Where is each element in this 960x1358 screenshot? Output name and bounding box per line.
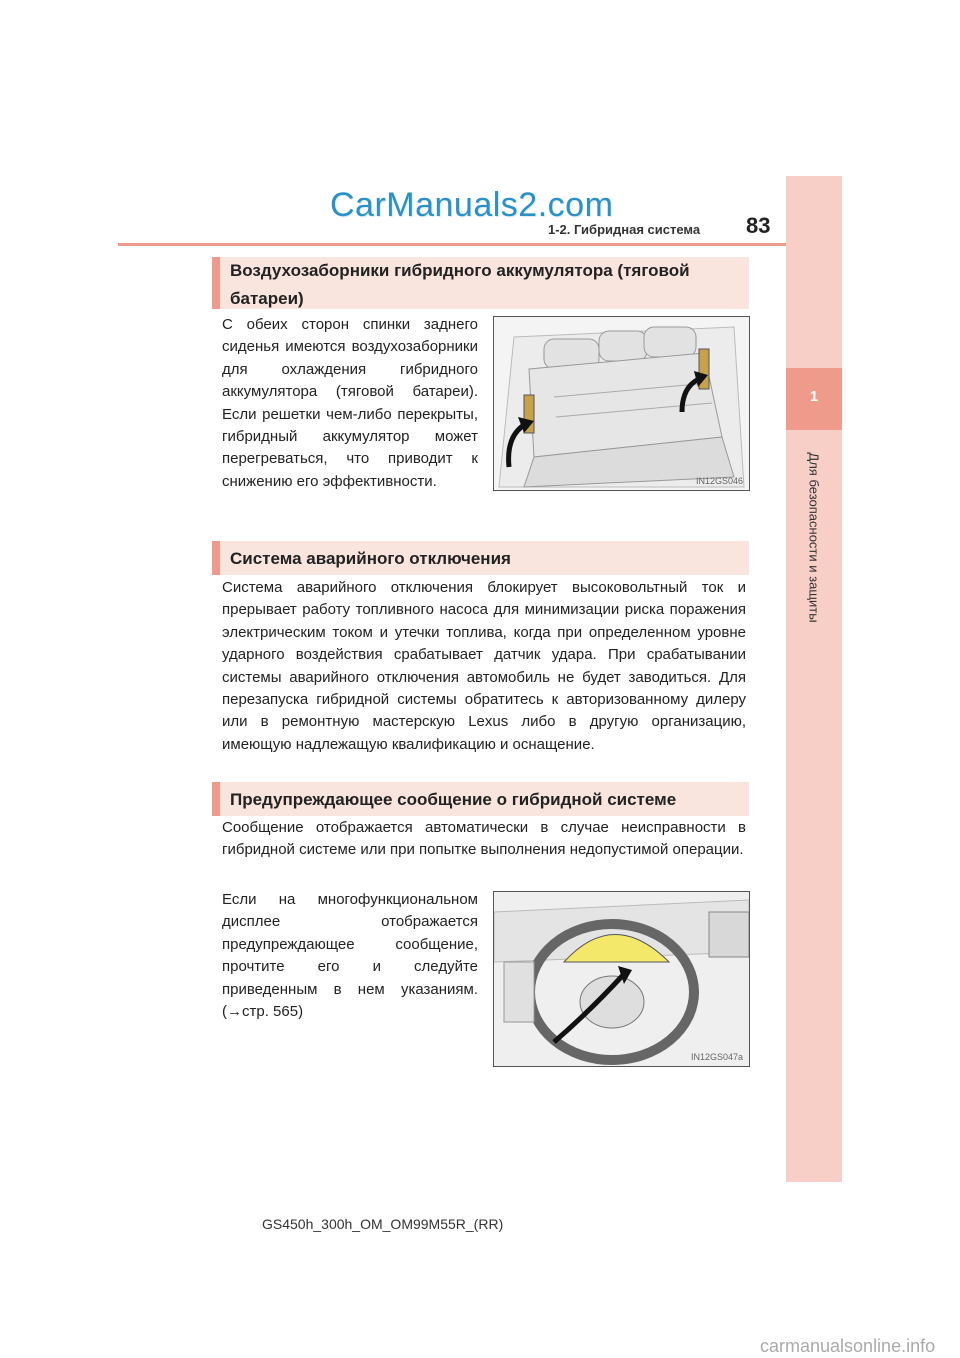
paragraph-air-intakes: С обеих сторон спинки заднего сиденья имеются воздухозаборники для охлаждения гибридного аккумулятора (тяговой батареи). Если решетки чем-либо перекрыты, гибридный аккумулятор может перегреваться, что приводит к снижению его эффективности. <box>222 316 478 490</box>
chapter-title: Для безопасности и защиты <box>806 452 822 623</box>
document-code: GS450h_300h_OM_OM99M55R_(RR) <box>262 1216 504 1232</box>
figure-code: IN12GS046 <box>695 476 743 486</box>
chapter-side-tab <box>786 176 842 1182</box>
watermark-carmanualsonline: carmanualsonline.info <box>760 1336 936 1356</box>
section-title: 1-2. Гибридная система <box>548 222 701 237</box>
paragraph-emergency-shutoff: Система аварийного отключения блокирует высоковольтный ток и прерывает работу топливного насоса для минимизации риска поражения электрическим током и утечки топлива, когда при определенном уровне ударного воздействия срабатывает датчик удара. При срабатывании системы аварийного отключения автомобиль не будет заводиться. Для перезапуска гибридной системы обратитесь к авторизованному дилеру или в ремонтную мастерскую Lexus либо в другую организацию, имеющую надлежащую квалификацию и оснащение. <box>222 579 746 753</box>
header-rule <box>118 243 786 246</box>
rear-seat-illustration <box>493 316 750 491</box>
dashboard-drawing <box>494 892 749 1066</box>
page-number: 83 <box>746 213 771 238</box>
heading-warning-message: Предупреждающее сообщение о гибридной системе <box>212 782 749 816</box>
paragraph-warning-message: Сообщение отображается автоматически в случае неисправности в гибридной системе или при попытке выполнения недопустимой операции. <box>222 819 746 859</box>
heading-battery-air-intakes: Воздухозаборники гибридного аккумулятора (тяговой батареи) <box>212 257 749 309</box>
chapter-number: 1 <box>809 388 819 405</box>
watermark-carmanuals: CarManuals2.com <box>330 186 614 224</box>
dashboard-illustration <box>493 891 750 1067</box>
paragraph-warning-instructions: Если на многофункциональном дисплее отображается предупреждающее сообщение, прочтите его и следуйте приведенным в нем указаниям. (→стр. 565) <box>222 891 478 1021</box>
heading-emergency-shutoff: Система аварийного отключения <box>212 541 749 575</box>
figure-code: IN12GS047a <box>690 1052 743 1062</box>
rear-seat-drawing <box>494 317 749 490</box>
